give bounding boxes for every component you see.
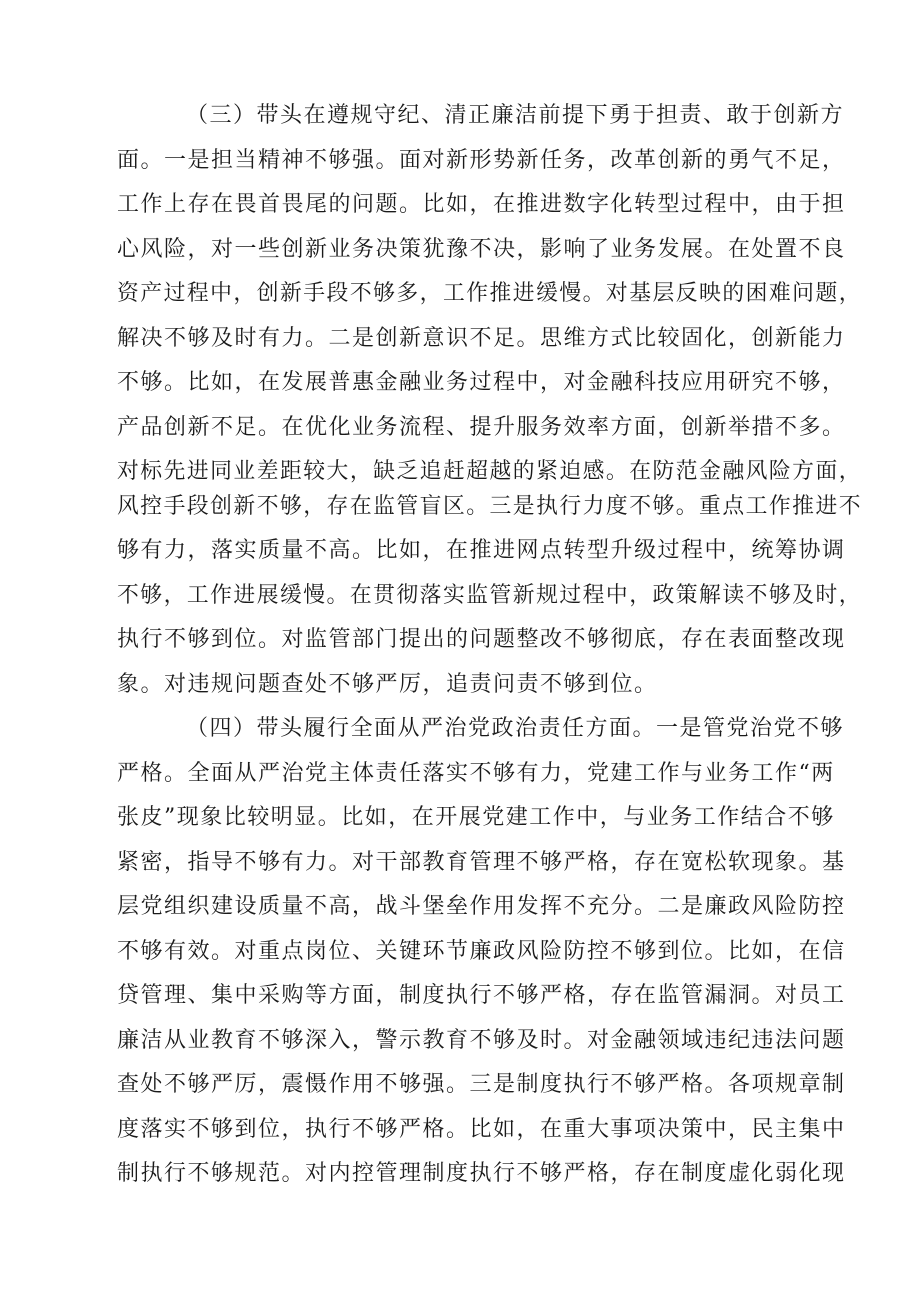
text-line: 心风险，对一些创新业务决策犹豫不决，影响了业务发展。在处置不良 — [117, 237, 846, 262]
text-line: 不够。比如，在发展普惠金融业务过程中，对金融科技应用研究不够， — [117, 370, 846, 395]
text-line: 不够，工作进展缓慢。在贯彻落实监管新规过程中，政策解读不够及时， — [117, 583, 863, 608]
text-line: （三）带头在遵规守纪、清正廉洁前提下勇于担责、敢于创新方 — [186, 103, 845, 128]
text-line: 贷管理、集中采购等方面，制度执行不够严格，存在监管漏洞。对员工 — [117, 983, 846, 1008]
text-line: （四）带头履行全面从严治党政治责任方面。一是管党治党不够 — [186, 716, 845, 741]
text-line: 够有力，落实质量不高。比如，在推进网点转型升级过程中，统筹协调 — [117, 538, 846, 563]
text-line: 廉洁从业教育不够深入，警示教育不够及时。对金融领域违纪违法问题 — [117, 1028, 846, 1053]
text-line: 紧密，指导不够有力。对干部教育管理不够严格，存在宽松软现象。基 — [117, 850, 846, 875]
text-line: 严格。全面从严治党主体责任落实不够有力，党建工作与业务工作“两 — [117, 761, 835, 786]
text-line: 工作上存在畏首畏尾的问题。比如，在推进数字化转型过程中，由于担 — [117, 192, 846, 217]
text-line: 面。一是担当精神不够强。面对新形势新任务，改革创新的勇气不足， — [117, 148, 846, 173]
text-line: 查处不够严厉，震慑作用不够强。三是制度执行不够严格。各项规章制 — [117, 1072, 846, 1097]
text-line: 张皮”现象比较明显。比如，在开展党建工作中，与业务工作结合不够 — [117, 805, 835, 830]
text-line: 产品创新不足。在优化业务流程、提升服务效率方面，创新举措不多。 — [117, 415, 846, 440]
text-line: 对标先进同业差距较大，缺乏追赶超越的紧迫感。在防范金融风险方面， — [117, 459, 863, 484]
text-line: 制执行不够规范。对内控管理制度执行不够严格，存在制度虚化弱化现 — [117, 1161, 846, 1186]
text-line: 度落实不够到位，执行不够严格。比如，在重大事项决策中，民主集中 — [117, 1117, 846, 1142]
text-line: 层党组织建设质量不高，战斗堡垒作用发挥不充分。二是廉政风险防控 — [117, 894, 846, 919]
text-line: 风控手段创新不够，存在监管盲区。三是执行力度不够。重点工作推进不 — [117, 494, 863, 519]
text-line: 解决不够及时有力。二是创新意识不足。思维方式比较固化，创新能力 — [117, 326, 846, 351]
text-line: 执行不够到位。对监管部门提出的问题整改不够彻底，存在表面整改现 — [117, 627, 846, 652]
text-line: 资产过程中，创新手段不够多，工作推进缓慢。对基层反映的困难问题， — [117, 281, 863, 306]
text-line: 象。对违规问题查处不够严厉，追责问责不够到位。 — [117, 672, 658, 697]
text-line: 不够有效。对重点岗位、关键环节廉政风险防控不够到位。比如，在信 — [117, 939, 846, 964]
